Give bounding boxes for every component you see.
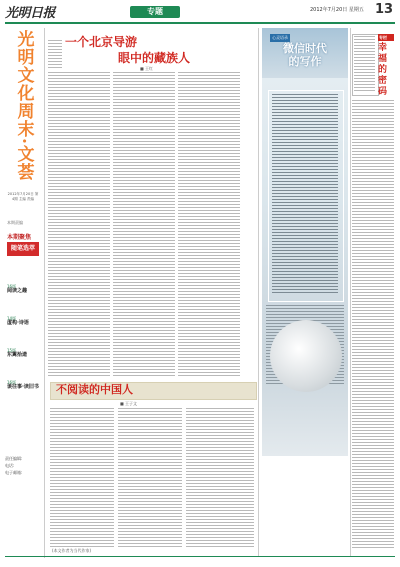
contact-line: 电话: xyxy=(5,463,15,468)
contents-item[interactable]: 16版 谈往事·读旧书 xyxy=(7,380,39,390)
contents-item[interactable]: 16版 阅读之趣 xyxy=(7,284,28,294)
newspaper-logo: 光明日报 xyxy=(5,6,56,21)
feature-body xyxy=(272,94,338,294)
contents-list xyxy=(7,262,39,390)
contact-info xyxy=(5,455,41,476)
column-masthead xyxy=(7,30,39,192)
article-body-column xyxy=(178,72,240,377)
page-number: 13 xyxy=(375,2,394,17)
article-footnote: (本文作者为当代作家) xyxy=(52,548,92,553)
section-tag-label: 专题 xyxy=(147,7,163,16)
article-body-column xyxy=(186,408,254,548)
issue-date: 2012年7月20日 星期五 xyxy=(310,7,364,13)
header-rule xyxy=(5,22,395,24)
column-tag xyxy=(7,242,39,256)
contents-item[interactable]: 14版 虚构·诗语 xyxy=(7,316,29,326)
article-body-column xyxy=(48,72,110,377)
focus-heading: 本期聚焦 xyxy=(7,234,32,241)
article-title xyxy=(65,34,200,66)
intro-text xyxy=(354,36,375,92)
column-title xyxy=(378,34,394,98)
feature-label: 心灵语录 xyxy=(272,35,288,40)
article-body-column xyxy=(113,72,175,377)
column-kicker: 专栏 xyxy=(378,34,394,41)
article-body-column xyxy=(48,40,62,70)
contact-line: 责任编辑: xyxy=(5,456,23,461)
contents-item[interactable]: 15版 东篱拾遗 xyxy=(7,348,28,358)
column-tag-label: 随笔选萃 xyxy=(10,245,35,252)
column-divider xyxy=(258,28,259,556)
feature-title-line: 的写作 xyxy=(288,55,322,68)
masthead-subtitle: 2012年7月20日 第4期 主编 责编 xyxy=(7,192,39,201)
article-author: ■ 王子文 xyxy=(120,401,138,406)
article-title-line: 一个北京导游 xyxy=(65,35,138,49)
masthead-text: 光明文化周末·文荟 xyxy=(13,30,34,181)
page-header xyxy=(0,0,400,24)
section-tag xyxy=(130,6,180,18)
feature-title xyxy=(262,42,348,68)
issue-editor: 本期责编 xyxy=(7,220,23,225)
column-divider xyxy=(350,28,351,556)
column-divider xyxy=(44,28,45,558)
article-body-column xyxy=(352,100,394,550)
feature-title-line: 微信时代 xyxy=(283,42,327,55)
article-body-column xyxy=(118,408,182,548)
article-author: ■ 王红 xyxy=(140,66,154,71)
footer-rule xyxy=(5,556,395,557)
article-title: 不阅读的中国人 xyxy=(56,383,133,396)
article-body-column xyxy=(50,408,114,548)
column-title-text: 幸福的密码 xyxy=(378,43,388,97)
article-subtitle: 眼中的藏族人 xyxy=(117,51,190,65)
moon-image xyxy=(270,320,342,392)
contact-line: 电子邮箱: xyxy=(5,470,23,475)
